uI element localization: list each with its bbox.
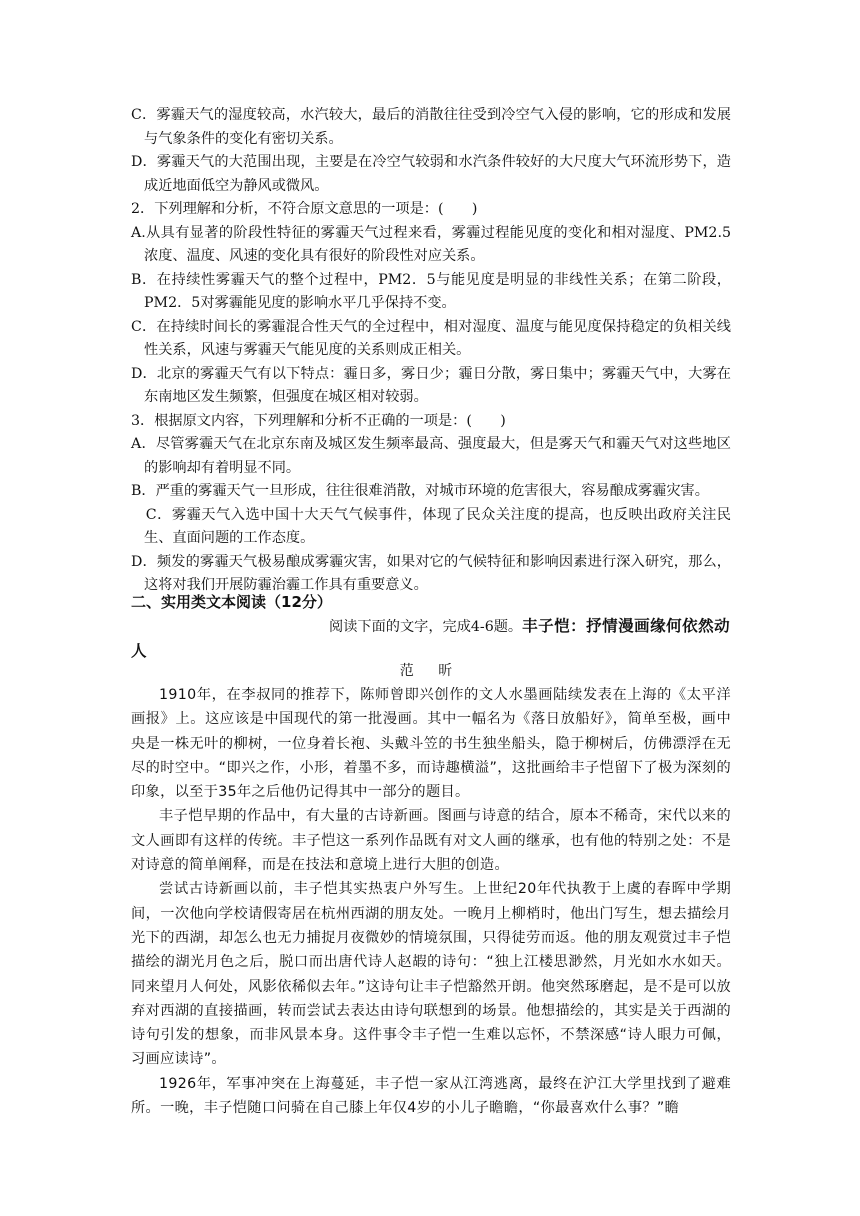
paragraph: 尝试古诗新画以前，丰子恺其实热衷户外写生。上世纪20年代执教于上虞的春晖中学期间，一次他向学校请假寄居在杭州西湖的朋友处。一晚月上柳梢时，他出门写生，想去描绘月光下的西湖，却怎么也无力捕捉月夜微妙的情境氛围，只得徒劳而返。他的朋友观赏过丰子恺描绘的湖光月色之后，脱口而出唐代诗人赵嘏的诗句：“独上江楼思渺然，月光如水水如天。同来望月人何处，风影依稀似去年。”这诗句让丰子恺豁然开朗。他突然琢磨起，是不是可以放弃对西湖的直接描画，转而尝试去表达由诗句联想到的场景。他想描绘的，其实是关于西湖的诗句引发的想象，而非风景本身。这件事令丰子恺一生难以忘怀，不禁深感“诗人眼力可佩，习画应读诗”。: [131, 881, 731, 1068]
reading-instruction: 阅读下面的文字，完成4-6题。: [329, 619, 523, 635]
question-options-block: [131, 104, 731, 598]
reading-lead: [131, 614, 735, 664]
paragraph: 1910年，在李叔同的推荐下，陈师曾即兴创作的文人水墨画陆续发表在上海的《太平洋画报》上。这应该是中国现代的第一批漫画。其中一幅名为《落日放船好》，简单至极，画中央是一株无叶的柳树，一位身着长袍、头戴斗笠的书生独坐船头，隐于柳树后，仿佛漂浮在无尽的时空中。“即兴之作，小形，着墨不多，而诗趣横溢”，这批画给丰子恺留下了极为深刻的印象，以至于35年之后他仍记得其中一部分的题目。: [131, 687, 731, 801]
section-heading: 二、实用类文本阅读（12分）: [131, 593, 332, 611]
option-3c: C．雾霾天气入选中国十大天气气候事件，体现了民众关注度的提高，也反映出政府关注民生、直面问题的工作态度。: [131, 506, 731, 546]
article-body: [131, 683, 731, 1120]
article-title: 丰子恺：抒情漫画缘何依然动人: [131, 617, 731, 660]
option-3a: A．尽管雾霾天气在北京东南及城区发生频率最高、强度最大，但是雾天气和霾天气对这些地区的影响却有着明显不同。: [131, 436, 731, 476]
paragraph: 1926年，军事冲突在上海蔓延，丰子恺一家从江湾逃离，最终在沪江大学里找到了避难所。一晚，丰子恺随口问骑在自己膝上年仅4岁的小儿子瞻瞻，“你最喜欢什么事？”瞻: [131, 1075, 731, 1117]
article-author: 范 昕: [399, 663, 463, 679]
option-2d: D．北京的雾霾天气有以下特点：霾日多，雾日少；霾日分散，雾日集中；雾霾天气中，大雾在东南地区发生频繁，但强度在城区相对较弱。: [131, 365, 731, 405]
option-2b: B．在持续性雾霾天气的整个过程中，PM2．5与能见度是明显的非线性关系；在第二阶段，PM2．5对雾霾能见度的影响水平几乎保持不变。: [131, 271, 731, 311]
paragraph: 丰子恺早期的作品中，有大量的古诗新画。图画与诗意的结合，原本不稀奇，宋代以来的文人画即有这样的传统。丰子恺这一系列作品既有对文人画的继承，也有他的特别之处：不是对诗意的简单阐释，而是在技法和意境上进行大胆的创造。: [131, 808, 731, 874]
question-2: 2．下列理解和分析，不符合原文意思的一项是：( ): [131, 201, 478, 217]
option-1d: D．雾霾天气的大范围出现，主要是在冷空气较弱和水汽条件较好的大尺度大气环流形势下，造成近地面低空为静风或微风。: [131, 154, 731, 194]
question-3: 3．根据原文内容，下列理解和分析不正确的一项是：( ): [131, 412, 506, 429]
option-2a: A.从具有显著的阶段性特征的雾霾天气过程来看，雾霾过程能见度的变化和相对湿度、PM2.5浓度、温度、风速的变化具有很好的阶段性对应关系。: [131, 224, 731, 264]
option-1c: C．雾霾天气的湿度较高，水汽较大，最后的消散往往受到冷空气入侵的影响，它的形成和发展与气象条件的变化有密切关系。: [131, 107, 731, 147]
option-3d: D．频发的雾霾天气极易酿成雾霾灾害，如果对它的气候特征和影响因素进行深入研究，那么，这将对我们开展防霾治霾工作具有重要意义。: [131, 553, 731, 593]
option-2c: C．在持续时间长的雾霾混合性天气的全过程中，相对湿度、温度与能见度保持稳定的负相关线性关系，风速与雾霾天气能见度的关系则成正相关。: [131, 318, 731, 358]
option-3b: B．严重的雾霾天气一旦形成，往往很难消散，对城市环境的危害很大，容易酿成雾霾灾害。: [131, 483, 709, 499]
